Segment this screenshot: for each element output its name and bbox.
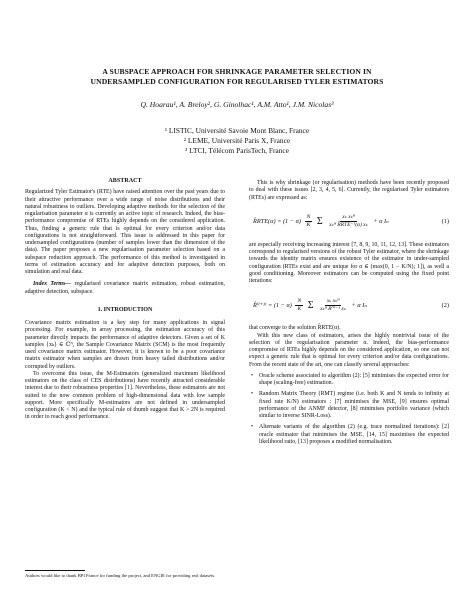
- eq2-ratio-den: K: [297, 305, 302, 312]
- eq2-lhs: R̂⁽ⁱ⁺¹⁾ = (1 − α): [253, 301, 292, 309]
- eq1-sum-symbol: Σ: [316, 216, 323, 228]
- eq1-lhs: R̂RTE(α) = (1 − α): [253, 218, 301, 226]
- eq1-term: [327, 214, 370, 230]
- title-line-1: A SUBSPACE APPROACH FOR SHRINKAGE PARAMETER SELECTION IN: [102, 67, 372, 76]
- eq2-term: [318, 298, 348, 314]
- intro-paragraph-1: Covariance matrix estimation is a key step for many applications in signal processing. For example, in array processing, the estimation accuracy of this parameter directly impacts the performance of adaptive detectors. Given a set of K samples {xₖ} ∈ ℂᴺ, the Sample Covariance Matrix (SCM) is the most frequently used covariance matrix estimator. However, it is known to be a poor covariance matrix estimator when samples are drawn from heavy tailed distributions and/or corrupted by outliers.: [25, 320, 225, 370]
- eq2-sum-symbol: Σ: [307, 299, 314, 311]
- right-paragraph-1: This is why shrinkage (or regularisation) methods have been recently proposed to deal with these issues [2, 3, 4, 5, 6]. Currently, the regularised Tyler estimators (RTEs) are expressed as:: [249, 180, 449, 201]
- eq1-ratio-num: N: [305, 214, 313, 222]
- right-paragraph-4: With this new class of estimators, arises the highly nontrivial issue of the selection of the regularisation parameter α. Indeed, the bias-performance compromise of RTEs highly depends on the considered application, so one can not expect a generic rule that is optimal for every criterion and/or data configurations. From the recent state of the art, one can classify several approaches:: [249, 332, 449, 368]
- author-list: Q. Hoarau¹, A. Breloy², G. Ginolhac¹, A.M. Atto¹, J.M. Nicolas³: [140, 100, 334, 109]
- eq2-term-den: xₖᴴ R̂⁽ⁱ⁾⁻¹ xₖ: [320, 305, 346, 312]
- equation-2: [249, 292, 449, 318]
- intro-paragraph-2: To overcome this issue, the M-Estimators (generalized maximum likelihood estimators on the class of CES distributions) have recently attracted considerable interest due to their robustness properties [1]. Nevertheless, these estimators are not suited to the now common problem of high-dimensional data with low sample support. More specifically M-estimators are not defined in undersampled configuration (K < N) and the typical rule of thumb suggest that K > 2N is required in order to reach good performance.: [25, 370, 225, 421]
- title-line-2: UNDERSAMPLED CONFIGURATION FOR REGULARISED TYLER ESTIMATORS: [90, 77, 384, 86]
- equation-1-number: (1): [441, 218, 449, 226]
- affiliation-2: ² LEME, Université Paris X, France: [183, 136, 291, 145]
- index-terms-text: regularised covariance matrix estimation, robust estimation, adaptive detection, subspace.: [25, 281, 225, 295]
- right-paragraph-3: that converge to the solution R̂RTE(α).: [249, 325, 341, 332]
- footnote-rule: [25, 570, 85, 571]
- index-terms-label: Index Terms—: [33, 281, 72, 288]
- right-paragraph-2: are especially receiving increasing interest [7, 8, 9, 10, 11, 12, 13]. These estimators correspond to regularised versions of the robust Tyler estimator, where the shrinkage towards the identity matrix ensures existence of the estimator in under-sampled configuration (RTEs exist and are unique for α ∈ (max(0, 1 − K/N); 1]), as well a good conditioning. Moreover estimators can be computed using the fixed point iterations:: [249, 241, 449, 284]
- intro-heading: 1. INTRODUCTION: [97, 306, 153, 313]
- equation-2-number: (2): [441, 301, 449, 309]
- footnote: Authors would like to thank BPI France for funding the project, and ENGIE for providing real datasets.: [25, 573, 216, 578]
- abstract-text: Regularized Tyler Estimator's (RTE) have raised attention over the past years due to their attractive performance over a wide range of noise distributions and their natural robustness to outliers. Developing adaptive methods for the selection of the regularisation parameter α is currently an active topic of research. Indeed, the bias-performance compromise of RTEs highly depends on the considered application. Thus, finding a generic rule that is optimal for every criterion and/or data configurations is not straightforward. This issue is addressed in this paper for undersampled configurations (number of samples lower than the dimension of the data). The paper proposes a new regularisation parameter selection based on a subspace reduction approach. The performance of this method is investigated in terms of estimation accuracy and for adaptive detection purposes, both on simulation and real data.: [25, 189, 225, 275]
- eq2-tail: + α Iₙ: [351, 301, 367, 309]
- right-column: [249, 180, 449, 450]
- eq1-ratio: [305, 214, 313, 230]
- eq1-tail: + α Iₙ: [373, 218, 389, 226]
- eq1-ratio-den: K: [306, 222, 311, 229]
- equation-1: [249, 209, 449, 235]
- abstract-heading: ABSTRACT: [108, 178, 142, 184]
- list-item: • Oracle scheme associated to algorithm (2): [5] minimises the expected error for shape (scaling-free) estimation.: [259, 373, 449, 388]
- approach-list: [249, 373, 449, 446]
- list-item: • Random Matrix Theory (RMT) regime (i.e. both K and N tends to infinity at fixed rate K/N) estimators : [7] minimises the MSE, [9] ensures optimal performance of the ANMF detector, [8] minimises portfolio variance (which similar to inverse SINR-Loss).: [259, 391, 449, 420]
- eq2-ratio: [295, 298, 303, 314]
- equation-2-body: [249, 298, 437, 314]
- affiliation-1: ¹ LISTIC, Université Savoie Mont Blanc, France: [164, 126, 310, 135]
- equation-1-body: [249, 214, 437, 230]
- eq1-term-den: xₖᴴ R̂RTE⁻¹(α) xₖ: [329, 222, 368, 229]
- affiliation-3: ³ LTCI, Télécom ParisTech, France: [185, 146, 289, 155]
- left-column: [25, 178, 225, 422]
- index-terms: [25, 281, 225, 296]
- affiliations: [30, 126, 444, 156]
- eq1-term-num: xₖ xₖᴴ: [340, 214, 356, 222]
- eq2-term-num: xₖ xₖᴴ: [325, 298, 341, 306]
- list-item: • Alternate variants of the algorithm (2) (e.g. trace normalized iterations): [2] oracle estimator that minimises the MSE, [14, 15] maximises the expected likelihood ratio, [13] proposes a modified normalisation.: [259, 424, 449, 446]
- paper-title: [30, 67, 444, 87]
- eq2-ratio-num: N: [295, 298, 303, 306]
